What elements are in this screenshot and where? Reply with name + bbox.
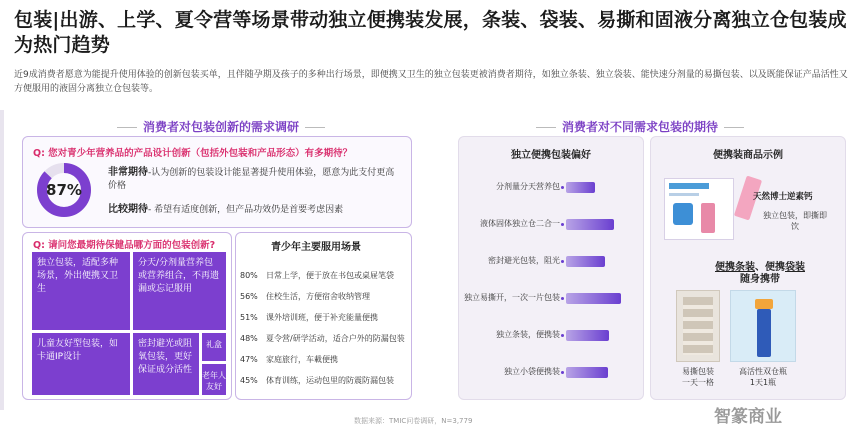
left-section-title: 消费者对包装创新的需求调研: [96, 118, 346, 135]
cell-sealed-pack: 密封避光或阻氧包装，更好保证成分活性: [133, 333, 199, 395]
bar-dot: [561, 260, 564, 263]
left-edge-strip: [0, 110, 4, 410]
bar-dot: [561, 297, 564, 300]
product2-title: 便携条装、便携袋装: [715, 262, 805, 273]
cell-independent-pack: 独立包装，适配多种场景，外出便携又卫生: [32, 252, 130, 330]
usage-title: 青少年主要服用场景: [271, 242, 361, 253]
bar: [566, 219, 614, 230]
donut-value: 87%: [46, 181, 82, 199]
cell-kids-pack: 儿童友好型包装，如卡通IP设计: [32, 333, 130, 395]
preference-title: 独立便携包装偏好: [511, 150, 591, 161]
bar: [566, 367, 608, 378]
usage-row: 56% 住校生活，方便宿舍收纳管理: [240, 292, 370, 301]
product4-name: 高活性双仓瓶 1天1瓶: [739, 367, 787, 387]
bar-label: 分剂量分天营养包: [496, 182, 560, 191]
product1-desc: 独立包装，即撕即饮: [763, 211, 827, 231]
bar-label: 独立易撕开，一次一片包装: [464, 293, 560, 302]
product3-image: [676, 290, 720, 362]
usage-row: 47% 家庭旅行，车載便携: [240, 355, 338, 364]
bar-label: 液体固体独立仓二合一: [480, 219, 560, 228]
product3-name: 易撕包装 一天一格: [682, 367, 714, 387]
question-1: Q: 您对青少年营养品的产品设计创新（包括外包装和产品形态）有多期待？: [33, 148, 353, 159]
bar-label: 独立小袋便携装: [504, 367, 560, 376]
bar-dot: [561, 334, 564, 337]
cell-gift-box: 礼盒: [202, 333, 226, 361]
bar-label: 独立条装，便携装: [496, 330, 560, 339]
bar-dot: [561, 371, 564, 374]
bar: [566, 182, 595, 193]
usage-row: 48% 夏令营/研学活动，适合户外的防漏包装: [240, 334, 405, 343]
usage-row: 51% 课外培训班，便于补充能量便携: [240, 313, 378, 322]
bar-label: 密封避光包装，阻光: [488, 256, 560, 265]
cell-elder-friendly: 老年人友好: [202, 364, 226, 395]
page-title: 包装|出游、上学、夏令营等场景带动独立便携装发展，条装、袋装、易撕和固液分离独立仓包装成为热门趋势: [14, 9, 847, 56]
usage-row: 80% 日常上学，便于放在书包或桌屉笔袋: [240, 271, 394, 280]
bar: [566, 330, 609, 341]
product4-image: [730, 290, 796, 362]
page-subtitle: 近9成消费者愿意为能提升使用体验的创新包装买单，且伴随孕期及孩子的多种出行场景，即便携又卫生的独立包装更被消费者期待，如独立条装、独立袋装、能快速分剂量的易撕包装、以及既能保证产品活性又方便服用的液固分离独立仓包装等。: [14, 70, 848, 94]
question-2: Q: 请问您最期待保健品哪方面的包装创新?: [33, 240, 216, 251]
footer-source: 数据来源：TMIC问卷调研，N=3,779: [354, 417, 473, 425]
example-title: 便携装商品示例: [713, 150, 783, 161]
expectation-mid: 比较期待- 希望有适度创新，但产品功效仍是首要考虑因素: [108, 204, 344, 215]
usage-row: 45% 体育训练，运动包里的防震防漏包装: [240, 376, 394, 385]
product1-name: 天然博士逆素钙: [753, 192, 813, 202]
cell-dosage-pack: 分天/分剂量营养包或营养组合，不再遗漏或忘记服用: [133, 252, 226, 330]
expectation-high: 非常期待-认为创新的包装设计能显著提升使用体验，愿意为此支付更高价格: [108, 167, 395, 191]
preference-panel: [458, 136, 644, 400]
bar-dot: [561, 186, 564, 189]
bar: [566, 293, 621, 304]
product1-image: [664, 178, 734, 240]
product2-subtitle: 随身携带: [740, 274, 780, 285]
right-section-title: 消费者对不同需求包装的期待: [500, 118, 780, 135]
bar: [566, 256, 605, 267]
bar-dot: [561, 223, 564, 226]
watermark: 智篆商业: [714, 407, 782, 427]
